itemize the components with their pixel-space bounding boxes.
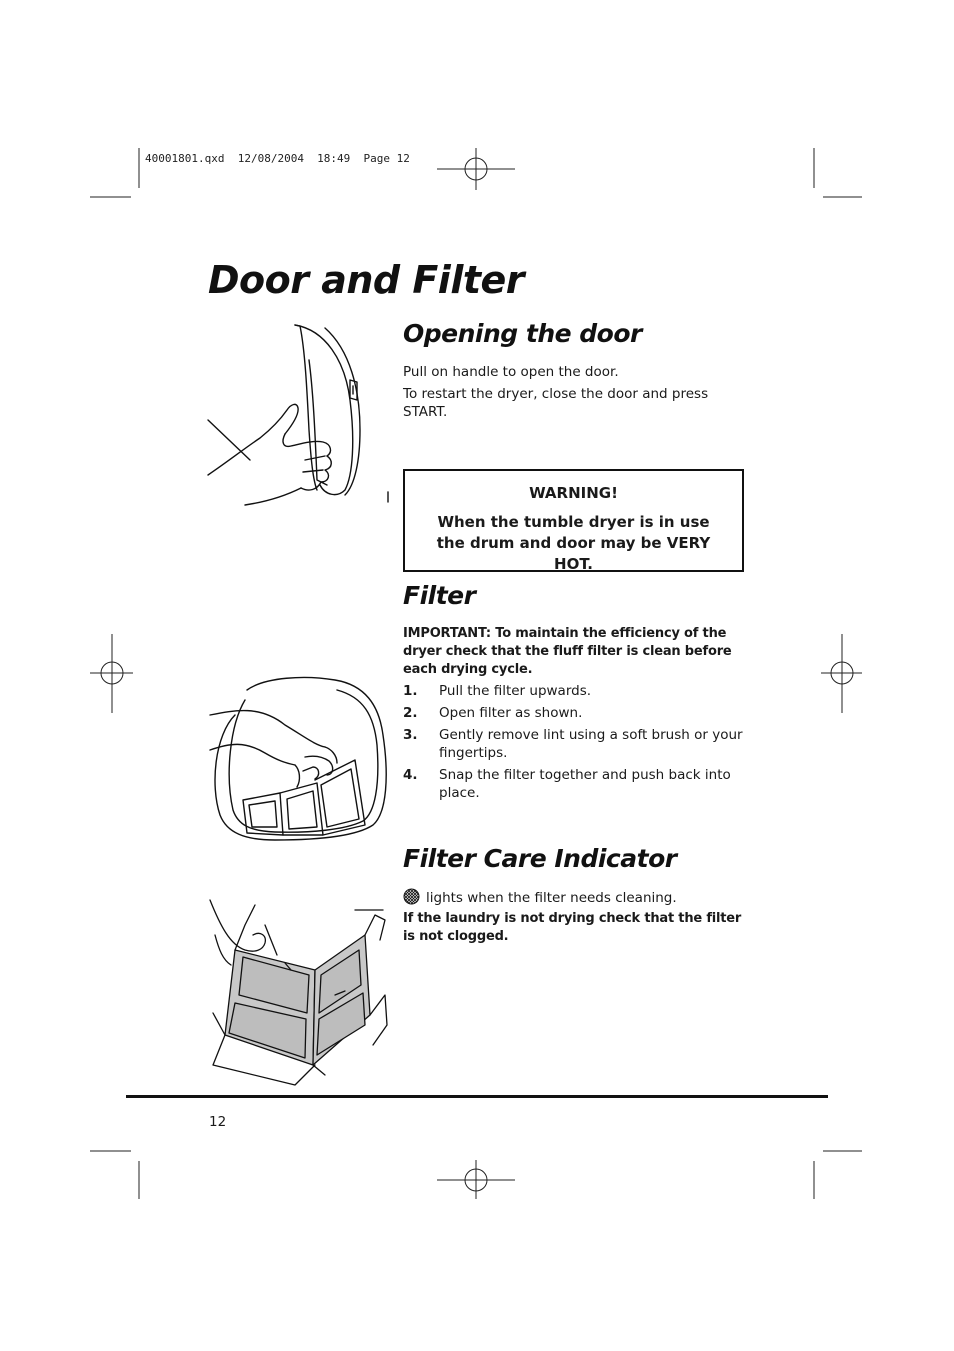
step-text: Open filter as shown. bbox=[439, 705, 583, 721]
filter-indicator-icon bbox=[403, 888, 420, 905]
page-title: Door and Filter bbox=[208, 258, 525, 302]
step-number: 1. bbox=[403, 683, 418, 699]
section-heading-filter: Filter bbox=[403, 581, 476, 610]
page-number: 12 bbox=[209, 1114, 227, 1130]
filter-steps bbox=[403, 682, 743, 806]
filter-step-2 bbox=[403, 704, 743, 722]
filter-step-3 bbox=[403, 726, 743, 762]
filter-indicator-text: lights when the filter needs cleaning. bbox=[426, 890, 677, 906]
filter-step-4 bbox=[403, 766, 743, 802]
step-number: 4. bbox=[403, 767, 418, 783]
filter-removal-illustration bbox=[205, 675, 390, 845]
footer-rule bbox=[126, 1095, 828, 1098]
section-heading-filter-care: Filter Care Indicator bbox=[403, 844, 677, 873]
warning-text: When the tumble dryer is in use the drum and door may be VERY HOT. bbox=[436, 513, 711, 573]
file-stamp: 40001801.qxd 12/08/2004 18:49 Page 12 bbox=[145, 152, 410, 165]
filter-open-illustration bbox=[205, 895, 395, 1085]
step-number: 3. bbox=[403, 727, 418, 743]
step-text: Gently remove lint using a soft brush or your fingertips. bbox=[439, 727, 743, 761]
step-text: Snap the filter together and push back into place. bbox=[439, 767, 731, 801]
filter-important-note: IMPORTANT: To maintain the efficiency of the dryer check that the fluff filter is clean before each drying cycle. bbox=[403, 626, 732, 677]
door-opening-illustration bbox=[205, 320, 395, 505]
warning-title: WARNING! bbox=[529, 484, 618, 502]
warning-box bbox=[403, 469, 744, 572]
filter-step-1 bbox=[403, 682, 743, 700]
filter-indicator-row bbox=[403, 888, 743, 907]
filter-clogged-note: If the laundry is not drying check that the filter is not clogged. bbox=[403, 911, 742, 944]
opening-door-line-1: Pull on handle to open the door. bbox=[403, 364, 619, 380]
step-text: Pull the filter upwards. bbox=[439, 683, 592, 699]
step-number: 2. bbox=[403, 705, 418, 721]
section-heading-opening-door: Opening the door bbox=[403, 319, 642, 348]
opening-door-line-2: To restart the dryer, close the door and press START. bbox=[403, 386, 709, 420]
